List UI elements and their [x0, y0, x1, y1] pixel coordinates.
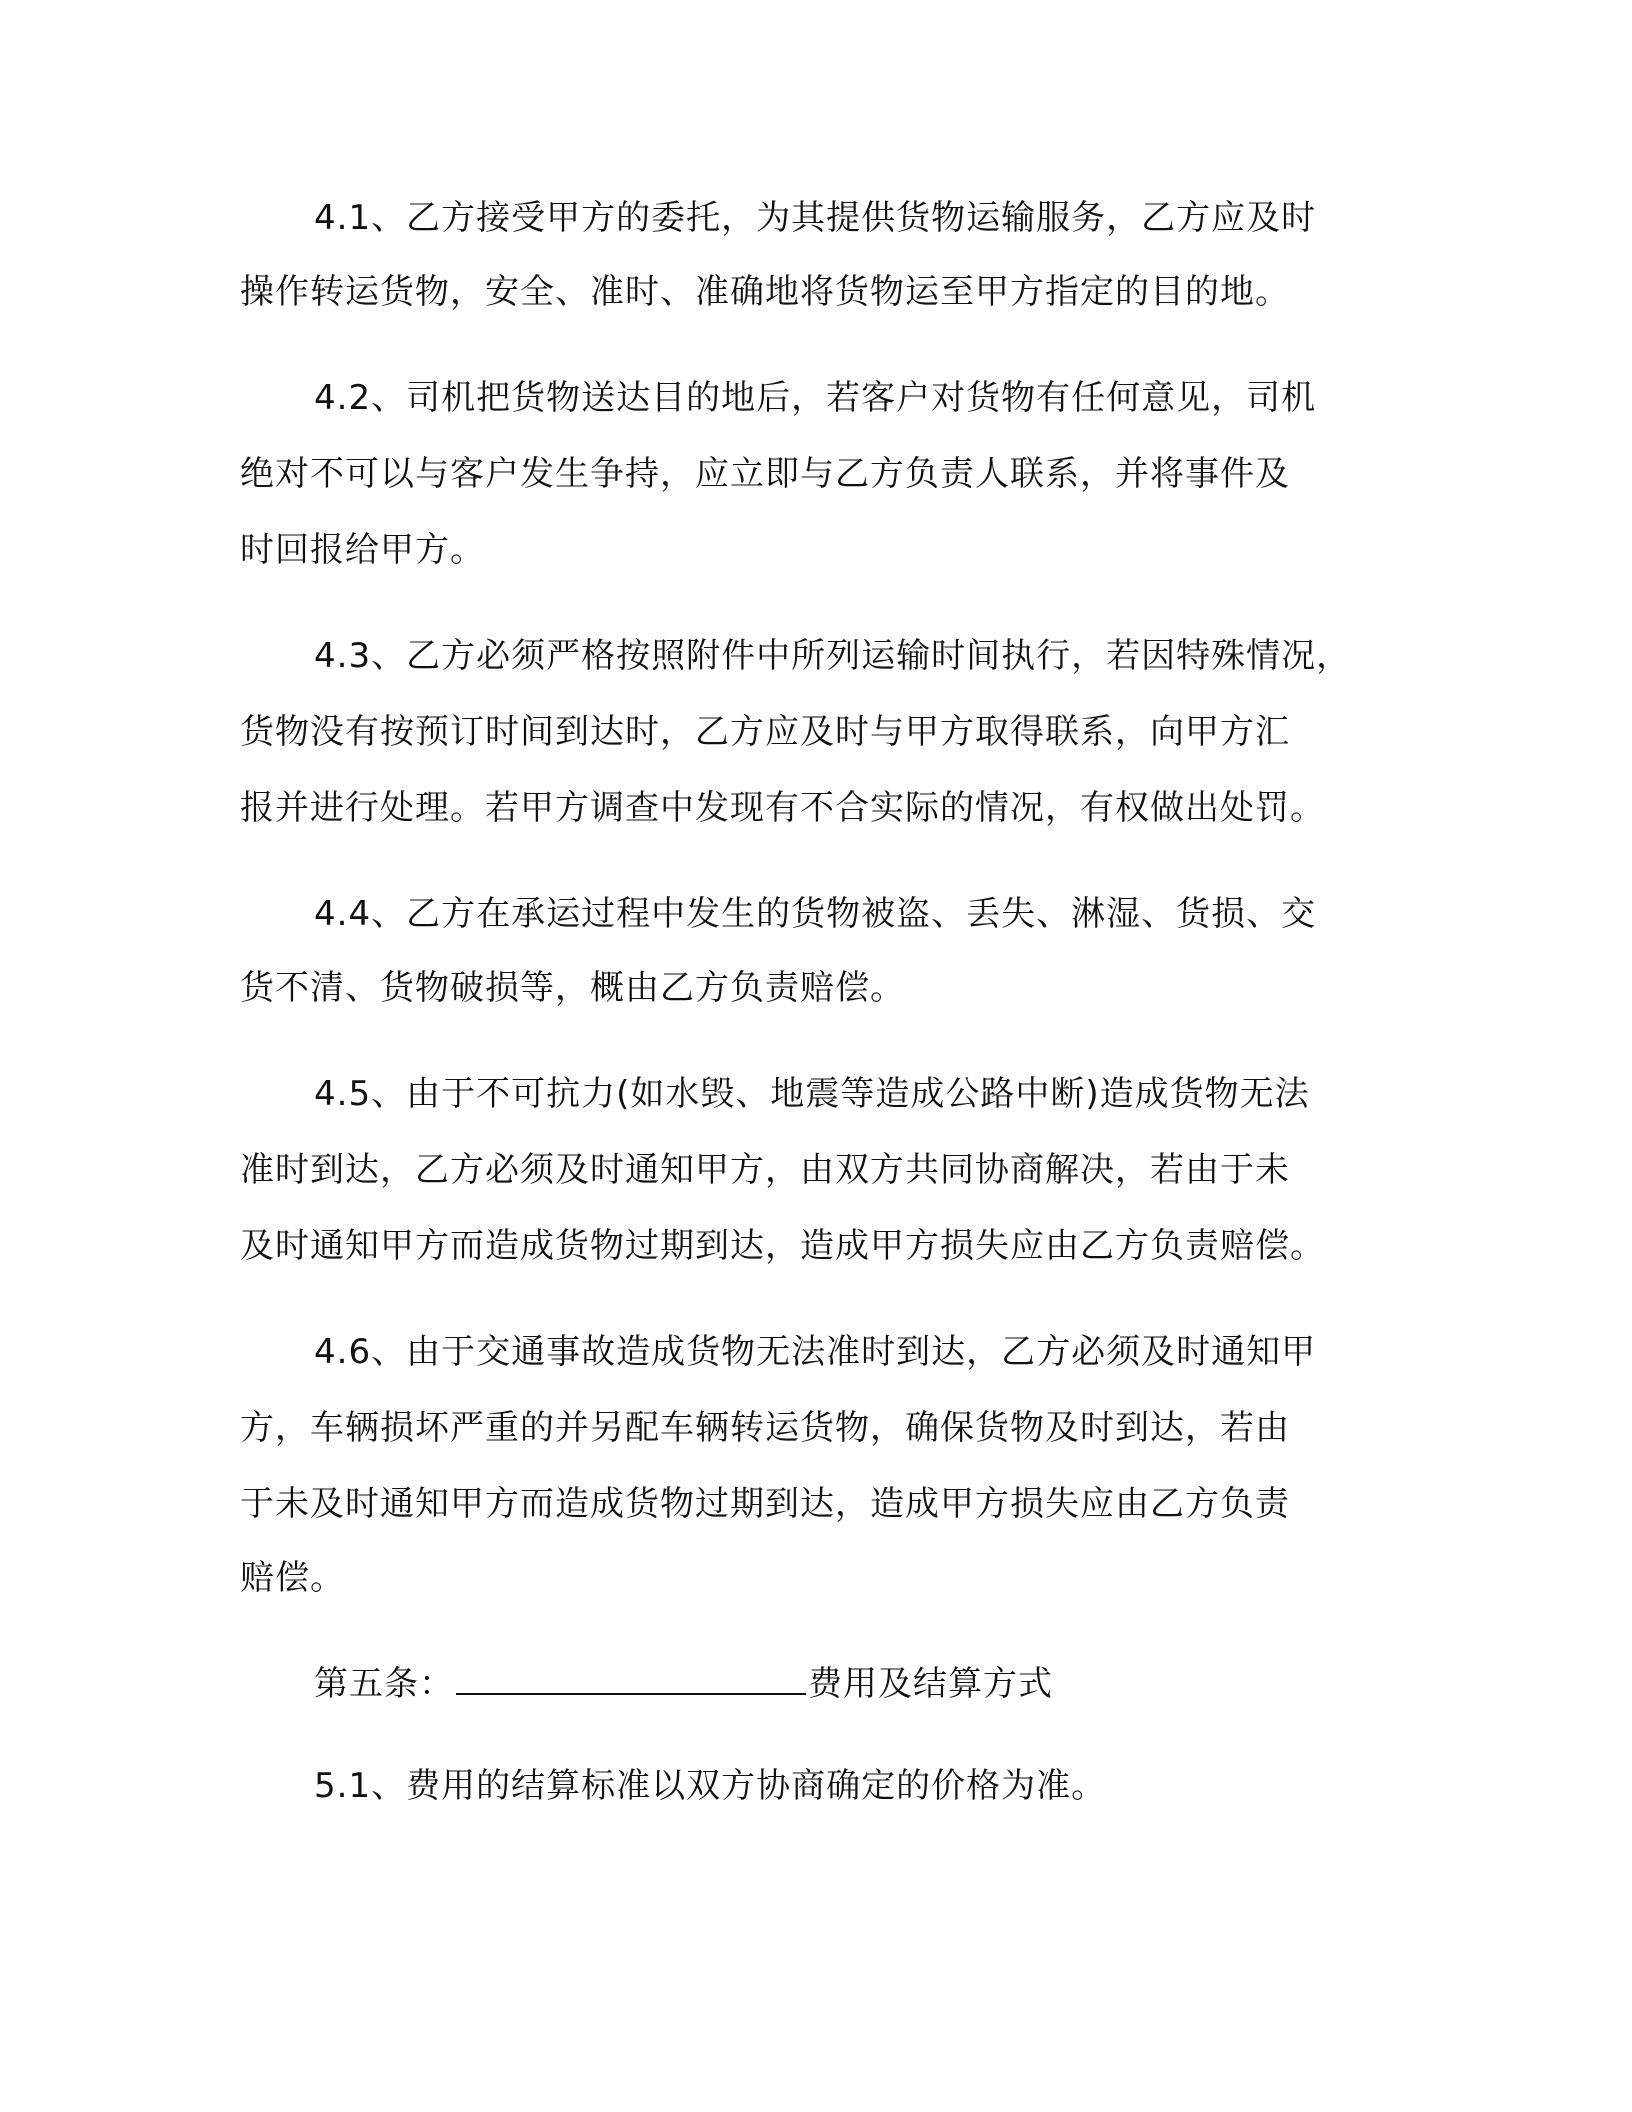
article-5-prefix: 第五条： [314, 1664, 454, 1704]
clause-4-6-line-2: 方，车辆损坏严重的并另配车辆转运货物，确保货物及时到达，若由 [240, 1408, 1290, 1448]
clause-4-2-line-3: 时回报给甲方。 [240, 530, 485, 570]
clause-4-5-line-2: 准时到达，乙方必须及时通知甲方，由双方共同协商解决，若由于未 [240, 1150, 1290, 1190]
clause-4-4-line-1: 4.4、乙方在承运过程中发生的货物被盗、丢失、淋湿、货损、交 [314, 894, 1317, 934]
clause-4-3-line-2: 货物没有按预订时间到达时，乙方应及时与甲方取得联系，向甲方汇 [240, 712, 1290, 752]
article-5-heading [314, 1664, 1053, 1704]
article-5-blank-line [456, 1665, 806, 1695]
clause-4-2-line-2: 绝对不可以与客户发生争持，应立即与乙方负责人联系，并将事件及 [240, 454, 1290, 494]
clause-4-5-line-3: 及时通知甲方而造成货物过期到达，造成甲方损失应由乙方负责赔偿。 [240, 1226, 1325, 1266]
clause-4-6-line-3: 于未及时通知甲方而造成货物过期到达，造成甲方损失应由乙方负责 [240, 1484, 1290, 1524]
clause-4-1-line-1: 4.1、乙方接受甲方的委托，为其提供货物运输服务，乙方应及时 [314, 198, 1317, 238]
clause-4-2-line-1: 4.2、司机把货物送达目的地后，若客户对货物有任何意见，司机 [314, 378, 1317, 418]
clause-4-1-line-2: 操作转运货物，安全、准时、准确地将货物运至甲方指定的目的地。 [240, 272, 1290, 312]
clause-4-6-line-1: 4.6、由于交通事故造成货物无法准时到达，乙方必须及时通知甲 [314, 1332, 1317, 1372]
clause-4-3-line-1: 4.3、乙方必须严格按照附件中所列运输时间执行，若因特殊情况， [314, 636, 1352, 676]
clause-4-3-line-3: 报并进行处理。若甲方调查中发现有不合实际的情况，有权做出处罚。 [240, 788, 1325, 828]
article-5-suffix: 费用及结算方式 [808, 1664, 1053, 1704]
clause-4-4-line-2: 货不清、货物破损等，概由乙方负责赔偿。 [240, 968, 905, 1008]
clause-4-6-line-4: 赔偿。 [240, 1558, 345, 1598]
clause-4-5-line-1: 4.5、由于不可抗力(如水毁、地震等造成公路中断)造成货物无法 [314, 1074, 1310, 1114]
clause-5-1: 5.1、费用的结算标准以双方协商确定的价格为准。 [314, 1766, 1107, 1806]
